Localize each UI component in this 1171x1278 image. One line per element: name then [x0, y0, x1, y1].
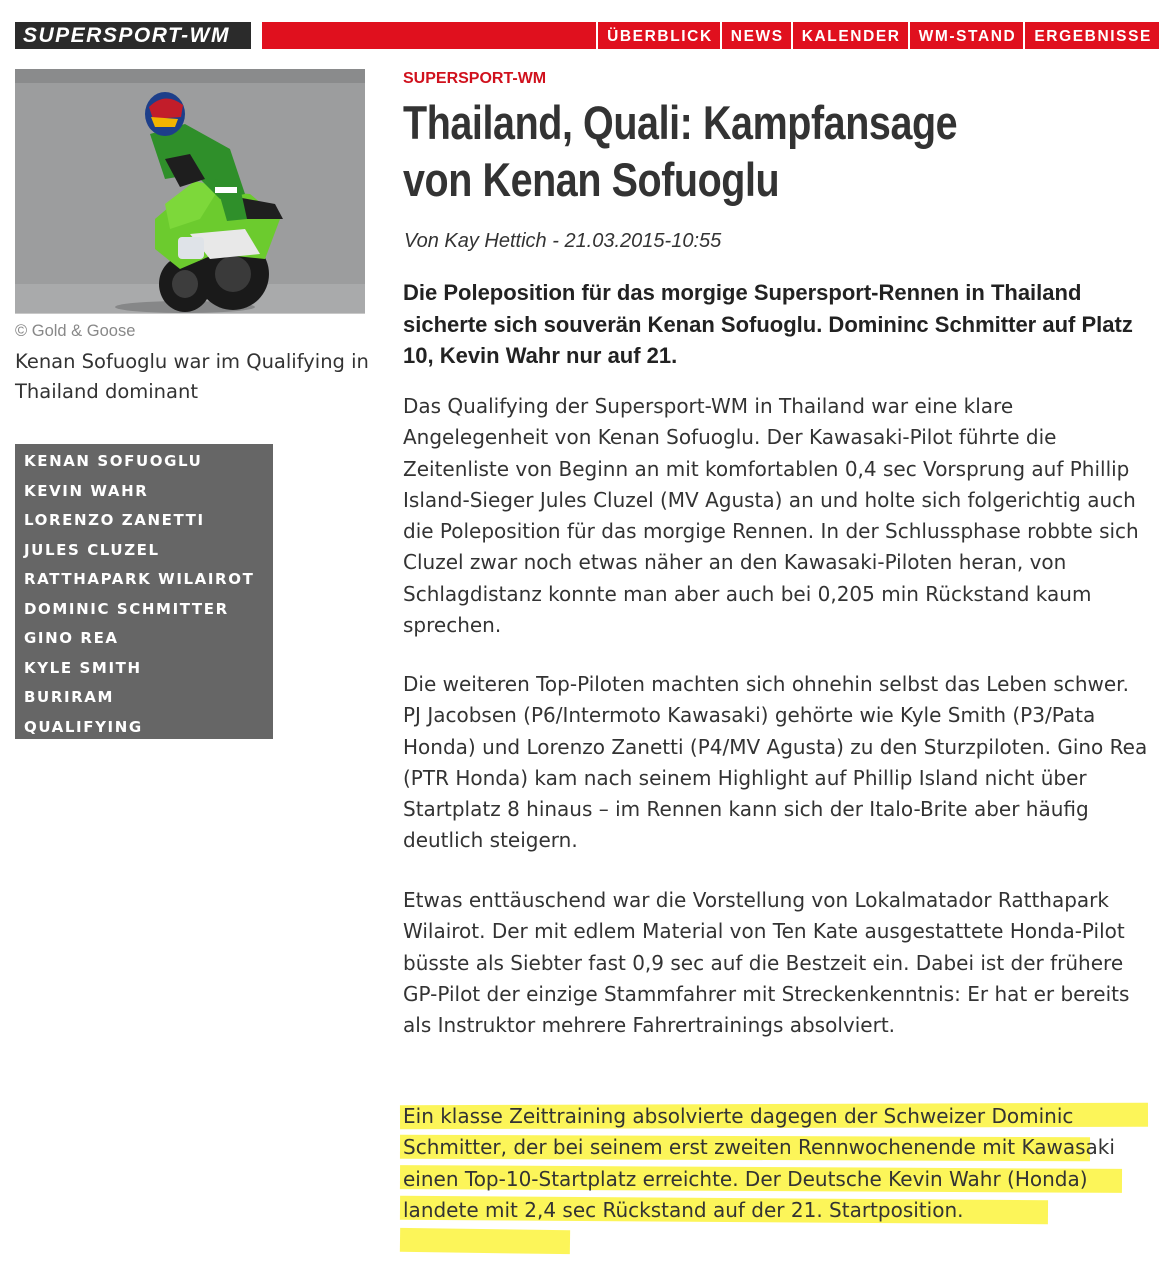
- tag-kyle-smith[interactable]: KYLE SMITH: [24, 658, 142, 677]
- nav-kalender[interactable]: KALENDER: [791, 22, 908, 49]
- article-title: Thailand, Quali: Kampfansage von Kenan Sofuoglu: [403, 96, 958, 206]
- article-paragraph: Etwas enttäuschend war die Vorstellung von Lokalmatador Ratthapark Wilairot. Der mit edlem Material von Ten Kate ausgestattete Honda-Pilot büsste als Siebter fast 0,9 sec auf die Bestzeit ein. Dabei ist der frühere GP-Pilot der einzige Stammfahrer mit Streckenkenntnis: Er hat er bereits als Instruktor mehrere Fahrertrainings absolviert.: [403, 888, 1130, 1038]
- tag-jules-cluzel[interactable]: JULES CLUZEL: [24, 540, 160, 559]
- tag-lorenzo-zanetti[interactable]: LORENZO ZANETTI: [24, 511, 205, 529]
- nav-ueberblick[interactable]: ÜBERBLICK: [596, 22, 720, 49]
- photo-divider: [15, 313, 365, 314]
- nav-wm-stand[interactable]: WM-STAND: [908, 22, 1024, 49]
- tag-kevin-wahr[interactable]: KEVIN WAHR: [24, 481, 149, 500]
- highlight-mark: [400, 1228, 570, 1254]
- article-paragraph: Das Qualifying der Supersport-WM in Thailand war eine klare Angelegenheit von Kenan Sofuoglu. Der Kawasaki-Pilot führte die Zeitenliste von Beginn an mit komfortablen 0,4 sec Vorsprung auf Phillip Island-Sieger Jules Cluzel (MV Agusta) an und holte sich folgerichtig auch die Poleposition für das morgige Rennen. In der Schlussphase robbte sich Cluzel zwar noch etwas näher an den Kawasaki-Piloten heran, von Schlagdistanz konnte man aber auch bei 0,205 min Rückstand kaum sprechen.: [403, 394, 1139, 638]
- nav-news[interactable]: NEWS: [720, 22, 791, 49]
- nav-ergebnisse[interactable]: ERGEBNISSE: [1023, 22, 1159, 49]
- article-photo: [15, 69, 365, 314]
- main-nav: [596, 22, 1159, 49]
- article-paragraph: Die weiteren Top-Piloten machten sich ohnehin selbst das Leben schwer. PJ Jacobsen (P6/Intermoto Kawasaki) gehörte wie Kyle Smith (P3/Pata Honda) und Lorenzo Zanetti (P4/MV Agusta) zu den Sturzpiloten. Gino Rea (PTR Honda) kam nach seinem Highlight auf Phillip Island nicht über Startplatz 8 hinaus – im Rennen kann sich der Italo-Brite aber häufig deutlich steigern.: [403, 672, 1148, 853]
- tag-ratthapark-wilairot[interactable]: RATTHAPARK WILAIROT: [24, 570, 255, 588]
- tag-gino-rea[interactable]: GINO REA: [24, 629, 119, 647]
- motorcycle-rider-illustration: [15, 69, 365, 314]
- tag-qualifying[interactable]: QUALIFYING: [24, 717, 143, 736]
- tag-buriram[interactable]: BURIRAM: [24, 688, 115, 706]
- photo-credit: © Gold & Goose: [15, 322, 136, 340]
- tag-list: [15, 444, 273, 739]
- article-byline: Von Kay Hettich - 21.03.2015-10:55: [404, 230, 722, 252]
- tag-kenan-sofuoglu[interactable]: KENAN SOFUOGLU: [24, 452, 203, 470]
- tag-dominic-schmitter[interactable]: DOMINIC SCHMITTER: [24, 599, 229, 618]
- photo-caption: Kenan Sofuoglu war im Qualifying in Thailand dominant: [15, 350, 369, 403]
- article-kicker[interactable]: SUPERSPORT-WM: [403, 70, 547, 87]
- article-lead: Die Poleposition für das morgige Supersport-Rennen in Thailand sicherte sich souverän Kenan Sofuoglu. Domininc Schmitter auf Platz 10, Kevin Wahr nur auf 21.: [403, 280, 1133, 368]
- article-paragraph: Ein klasse Zeittraining absolvierte dagegen der Schweizer Dominic Schmitter, der bei seinem erst zweiten Rennwochenende mit Kawasaki einen Top-10-Startplatz erreichte. Der Deutsche Kevin Wahr (Honda) landete mit 2,4 sec Rückstand auf der 21. Startposition.: [403, 1104, 1115, 1222]
- site-logo[interactable]: SUPERSPORT-WM: [15, 22, 251, 49]
